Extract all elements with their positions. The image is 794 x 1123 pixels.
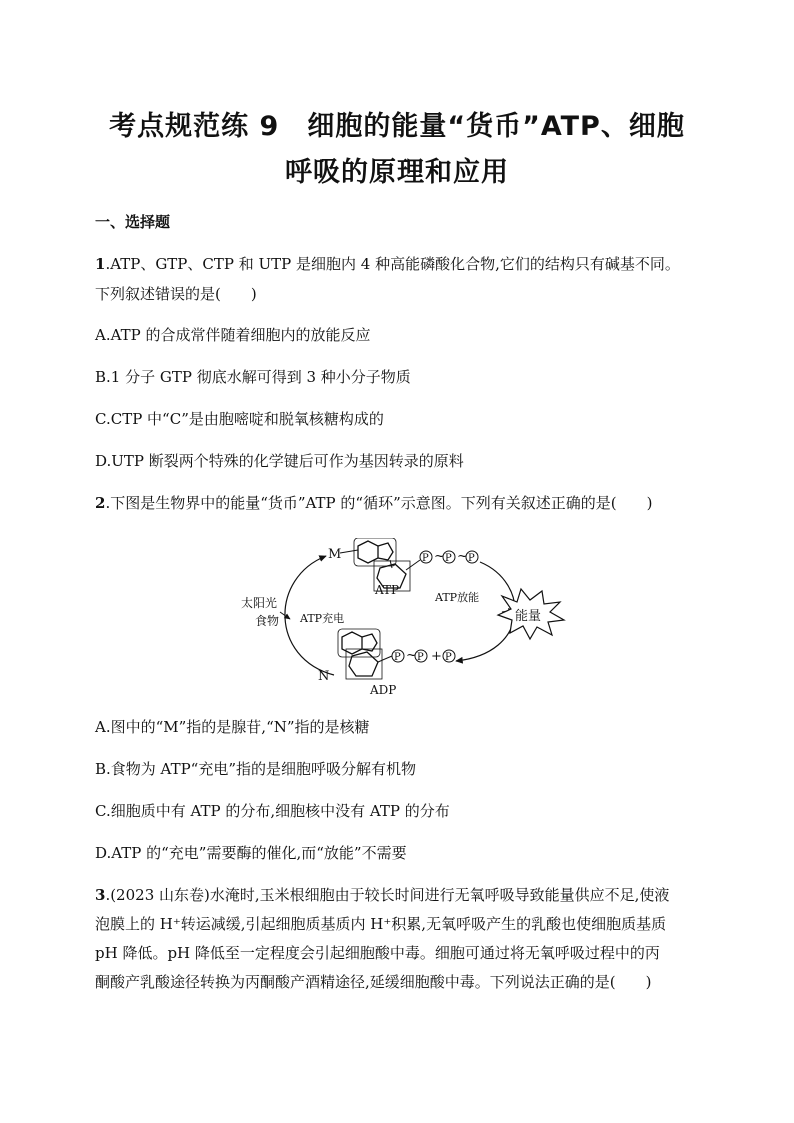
question-2-option-c: C.细胞质中有 ATP 的分布,细胞核中没有 ATP 的分布 bbox=[95, 802, 450, 820]
atp-base-box bbox=[354, 538, 396, 566]
adp-high-energy-bond: ~ bbox=[406, 648, 417, 663]
page-title-line-2: 呼吸的原理和应用 bbox=[285, 157, 509, 188]
page-title-line-1: 考点规范练 9 细胞的能量“货币”ATP、细胞 bbox=[109, 111, 685, 142]
question-1-option-b: B.1 分子 GTP 彻底水解可得到 3 种小分子物质 bbox=[95, 368, 411, 386]
free-phosphate bbox=[443, 650, 455, 663]
question-3-stem-line-3: pH 降低。pH 降低至一定程度会引起细胞酸中毒。细胞可通过将无氧呼吸过程中的丙 bbox=[95, 944, 660, 962]
label-adp: ADP bbox=[370, 683, 397, 697]
high-energy-bond-1: ~ bbox=[434, 549, 445, 564]
label-energy: 能量 bbox=[515, 609, 542, 624]
svg-text:P: P bbox=[468, 553, 475, 564]
svg-text:P: P bbox=[417, 652, 424, 663]
svg-text:P: P bbox=[422, 553, 429, 564]
label-n: N bbox=[318, 669, 330, 684]
energy-burst bbox=[498, 589, 564, 639]
question-1-option-c: C.CTP 中“C”是由胞嘧啶和脱氧核糖构成的 bbox=[95, 410, 384, 428]
label-sunlight: 太阳光 bbox=[241, 596, 278, 610]
question-3-source: .(2023 山东卷) bbox=[105, 886, 210, 904]
atp-base-ring-6 bbox=[358, 541, 378, 563]
atp-phosphate-2 bbox=[443, 551, 455, 564]
question-1-stem-line-2: 下列叙述错误的是( ) bbox=[95, 285, 257, 303]
m-pointer-line bbox=[340, 550, 358, 553]
svg-text:P: P bbox=[445, 553, 452, 564]
question-1-option-d: D.UTP 断裂两个特殊的化学键后可作为基因转录的原料 bbox=[95, 452, 464, 470]
high-energy-bond-2: ~ bbox=[457, 549, 468, 564]
label-atp-release: ATP放能 bbox=[435, 591, 480, 604]
question-2-stem-text: .下图是生物界中的能量“货币”ATP 的“循环”示意图。下列有关叙述正确的是( ) bbox=[105, 494, 653, 512]
svg-text:P: P bbox=[445, 652, 452, 663]
question-3-stem-line-4: 酮酸产乳酸途径转换为丙酮酸产酒精途径,延缓细胞酸中毒。下列说法正确的是( ) bbox=[95, 973, 652, 991]
question-2-option-b: B.食物为 ATP“充电”指的是细胞呼吸分解有机物 bbox=[95, 760, 417, 778]
atp-base-ring-5 bbox=[378, 543, 393, 560]
question-2-stem bbox=[95, 492, 652, 513]
question-3-stem-line-1 bbox=[95, 884, 669, 905]
question-2-number: 2 bbox=[95, 494, 106, 512]
label-food: 食物 bbox=[255, 614, 280, 628]
adp-base-ring-5 bbox=[362, 634, 377, 651]
svg-text:P: P bbox=[394, 652, 401, 663]
adp-base-ring-6 bbox=[342, 632, 362, 654]
adp-phosphate-2 bbox=[415, 650, 427, 663]
question-1-stem bbox=[95, 253, 680, 274]
adp-base-box bbox=[338, 629, 380, 657]
question-1-number: 1 bbox=[95, 255, 106, 273]
atp-cycle-diagram bbox=[230, 538, 570, 698]
label-atp-charge: ATP充电 bbox=[300, 612, 345, 625]
adp-ribose-ring bbox=[349, 652, 378, 676]
question-3-stem-line-1-text: 水淹时,玉米根细胞由于较长时间进行无氧呼吸导致能量供应不足,使液 bbox=[209, 886, 670, 904]
plus-sign: + bbox=[431, 649, 442, 664]
question-2-option-a: A.图中的“M”指的是腺苷,“N”指的是核糖 bbox=[95, 718, 370, 736]
question-1-stem-line-1: .ATP、GTP、CTP 和 UTP 是细胞内 4 种高能磷酸化合物,它们的结构只有碱基不同。 bbox=[105, 255, 680, 273]
adp-phosphate-1 bbox=[392, 650, 404, 663]
atp-molecule bbox=[328, 538, 478, 597]
question-3-stem-line-2: 泡膜上的 H⁺转运减缓,引起细胞质基质内 H⁺积累,无氧呼吸产生的乳酸也使细胞质基质 bbox=[95, 915, 667, 933]
label-atp: ATP bbox=[375, 583, 400, 597]
question-2-option-d: D.ATP 的“充电”需要酶的催化,而“放能”不需要 bbox=[95, 844, 407, 862]
section-heading: 一、选择题 bbox=[95, 213, 171, 231]
atp-phosphate-3 bbox=[466, 551, 478, 564]
label-m: M bbox=[328, 547, 342, 562]
adp-molecule bbox=[318, 629, 455, 697]
question-1-option-a: A.ATP 的合成常伴随着细胞内的放能反应 bbox=[95, 326, 371, 344]
question-3-number: 3 bbox=[95, 886, 106, 904]
atp-phosphate-1 bbox=[420, 551, 432, 564]
